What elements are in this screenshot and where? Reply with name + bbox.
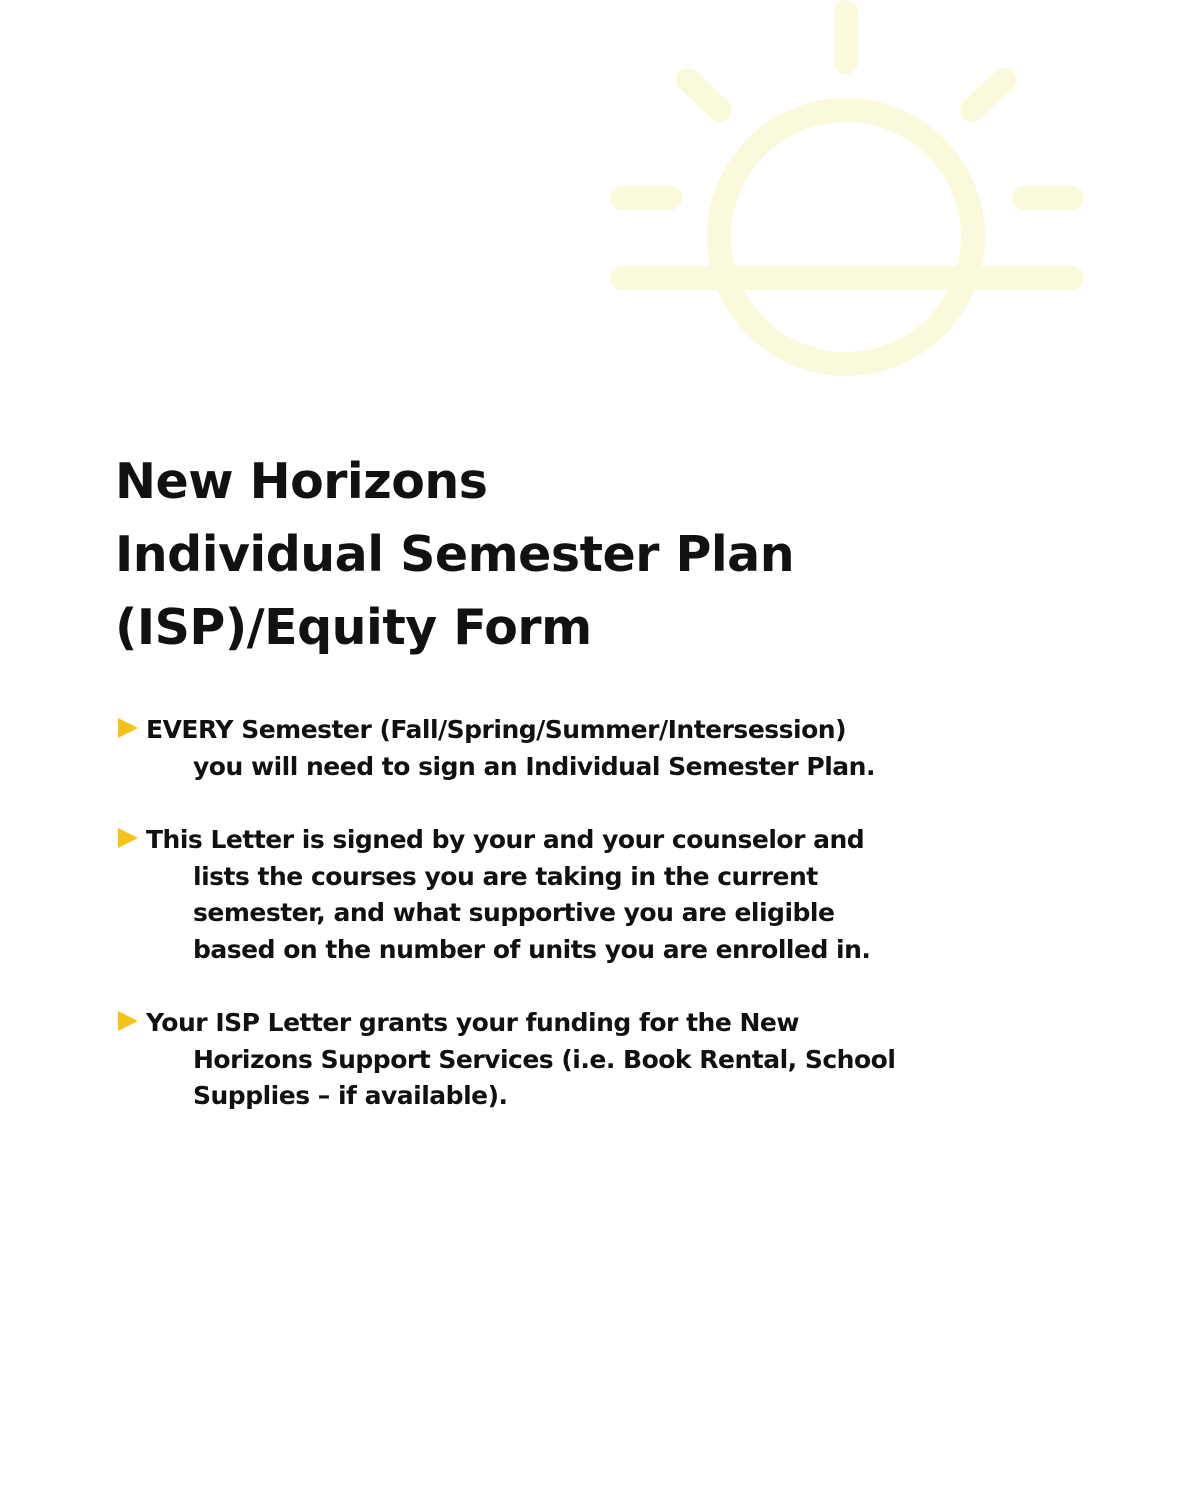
sun-ray-right xyxy=(972,80,1004,110)
sun-circle xyxy=(719,110,973,364)
bullet-text-line: based on the number of units you are enrolled in. xyxy=(193,934,871,964)
sunrise-icon xyxy=(600,0,1100,390)
triangle-right-icon xyxy=(118,828,138,848)
bullet-text-line: you will need to sign an Individual Semester Plan. xyxy=(193,751,875,781)
title-line-3: (ISP)/Equity Form xyxy=(115,599,592,656)
bullet-text-line: Your ISP Letter grants your funding for the New xyxy=(146,1008,799,1037)
sun-ray-left xyxy=(688,80,720,110)
bullet-text-line: Supplies – if available). xyxy=(193,1081,508,1110)
page-title xyxy=(115,445,1095,664)
bullet-list xyxy=(118,712,1018,1152)
bullet-text-line: semester, and what supportive you are eligible xyxy=(193,898,835,927)
bullet-item-letter-signed xyxy=(118,822,1018,968)
bullet-text-line: lists the courses you are taking in the current xyxy=(193,861,818,891)
title-line-2: Individual Semester Plan xyxy=(115,526,795,583)
bullet-item-isp-funding xyxy=(118,1005,1018,1115)
bullet-text-line: EVERY Semester (Fall/Spring/Summer/Intersession) xyxy=(146,715,846,744)
triangle-right-icon xyxy=(118,1011,138,1031)
bullet-text-line: This Letter is signed by your and your counselor and xyxy=(146,825,865,854)
title-line-1: New Horizons xyxy=(115,453,488,510)
bullet-text-line: Horizons Support Services (i.e. Book Rental, School xyxy=(193,1044,896,1074)
triangle-right-icon xyxy=(118,718,138,738)
bullet-item-every-semester xyxy=(118,712,1018,785)
